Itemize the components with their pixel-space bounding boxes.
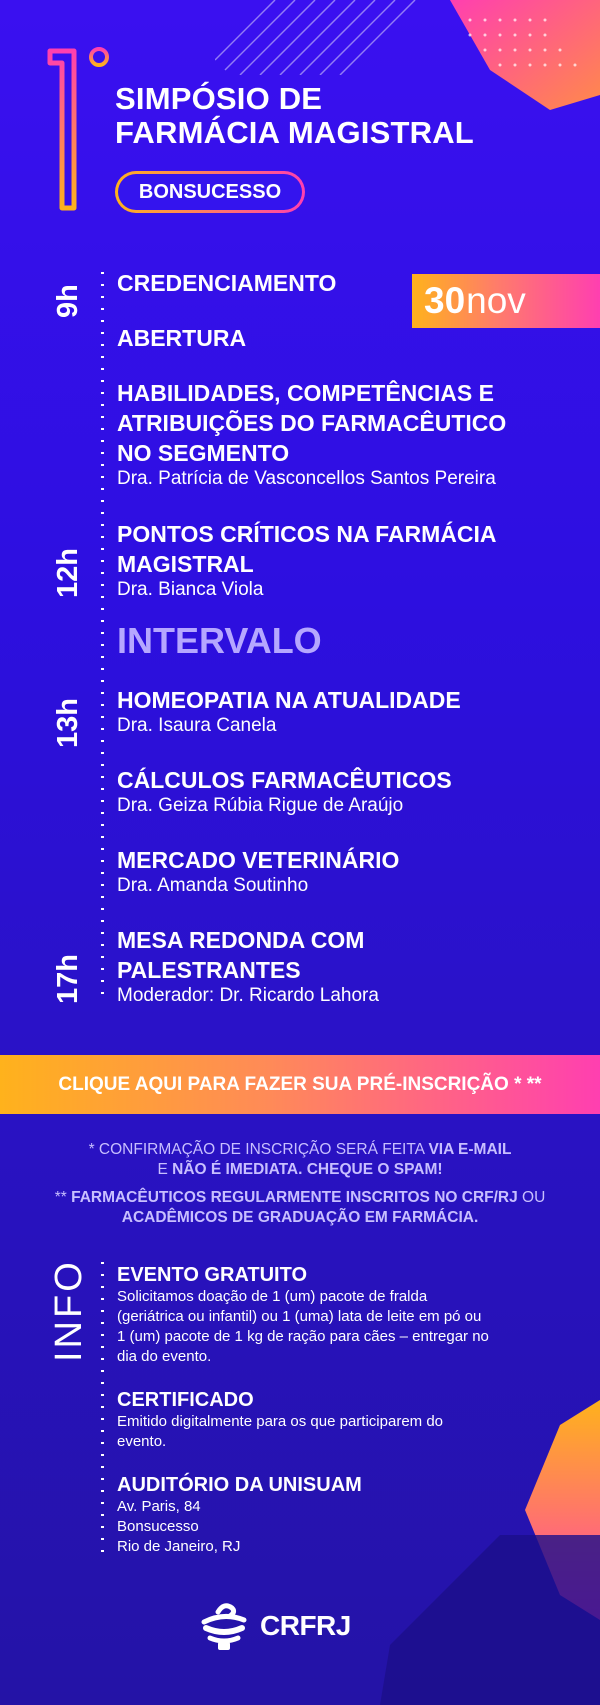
schedule-item-title: ATRIBUIÇÕES DO FARMACÊUTICO	[117, 410, 507, 436]
schedule-item	[117, 765, 452, 817]
schedule-item	[117, 323, 246, 353]
note-emphasis: NÃO É IMEDIATA. CHEQUE O SPAM!	[172, 1161, 443, 1178]
schedule-item-title: NO SEGMENTO	[117, 440, 290, 466]
hour-label: 9h	[52, 284, 84, 318]
decorative-hexagon-bottom	[380, 1535, 600, 1705]
schedule-item	[117, 519, 497, 601]
info-block-line: (geriátrica ou infantil) ou 1 (uma) lata de leite em pó ou	[117, 1308, 482, 1325]
schedule-item-speaker: Dra. Amanda Soutinho	[117, 875, 309, 896]
schedule-item-title: ABERTURA	[117, 325, 247, 351]
note-text: **	[54, 1189, 72, 1206]
title-line-1: SIMPÓSIO DE	[115, 81, 323, 116]
schedule-item-speaker: Dra. Geiza Rúbia Rigue de Araújo	[117, 795, 404, 816]
info-block-title: CERTIFICADO	[117, 1389, 254, 1411]
info-block-line: 1 (um) pacote de 1 kg de ração para cães – entregar no	[117, 1328, 489, 1345]
schedule-item-title: MESA REDONDA COM	[117, 927, 365, 953]
edition-number-logo	[42, 45, 122, 215]
info-block-line: Emitido digitalmente para os que participarem do	[117, 1413, 444, 1430]
info-block-title: EVENTO GRATUITO	[117, 1264, 308, 1286]
break-label: INTERVALO	[117, 620, 322, 661]
schedule-item-title: PONTOS CRÍTICOS NA FARMÁCIA	[117, 521, 497, 547]
schedule-item-title: CÁLCULOS FARMACÊUTICOS	[117, 767, 452, 793]
registration-note	[0, 1140, 600, 1180]
hour-label: 17h	[52, 954, 84, 1004]
info-block-line: Rio de Janeiro, RJ	[117, 1538, 241, 1555]
hour-label: 12h	[52, 548, 84, 598]
note-emphasis: VIA E-MAIL	[428, 1141, 512, 1158]
location-badge	[115, 171, 305, 213]
schedule-item	[117, 845, 399, 897]
schedule-item	[117, 378, 506, 490]
schedule-item-title: MAGISTRAL	[117, 551, 254, 577]
pre-registration-button[interactable]	[0, 1055, 600, 1114]
schedule-item	[117, 925, 379, 1007]
schedule-item-title: MERCADO VETERINÁRIO	[117, 847, 400, 873]
crfrj-logo	[196, 1598, 356, 1654]
info-section-label: INFO	[48, 1259, 90, 1362]
info-block	[117, 1473, 362, 1557]
note-emphasis: FARMACÊUTICOS REGULARMENTE INSCRITOS NO CRF/RJ	[71, 1189, 518, 1206]
event-date-badge	[412, 274, 600, 328]
event-title	[115, 82, 474, 150]
note-text: OU	[517, 1189, 546, 1206]
title-line-2: FARMÁCIA MAGISTRAL	[115, 115, 474, 150]
schedule-item-speaker: Moderador: Dr. Ricardo Lahora	[117, 985, 379, 1006]
note-emphasis: ACADÊMICOS DE GRADUAÇÃO EM FARMÁCIA.	[121, 1209, 479, 1226]
timeline-dots	[101, 272, 104, 1000]
info-block	[117, 1263, 489, 1367]
info-block-line: evento.	[117, 1433, 167, 1450]
schedule-item-title: HABILIDADES, COMPETÊNCIAS E	[117, 380, 494, 406]
schedule-item-speaker: Dra. Isaura Canela	[117, 715, 277, 736]
schedule-item	[117, 268, 336, 298]
pharmacy-bowl-snake-icon	[196, 1598, 252, 1654]
schedule-item	[117, 685, 461, 737]
info-block-line: Bonsucesso	[117, 1518, 199, 1535]
info-block	[117, 1388, 443, 1452]
schedule-item-speaker: Dra. Bianca Viola	[117, 579, 264, 600]
info-block-line: dia do evento.	[117, 1348, 212, 1365]
pre-registration-label: CLIQUE AQUI PARA FAZER SUA PRÉ-INSCRIÇÃO * **	[58, 1073, 542, 1095]
date-month: nov	[466, 280, 526, 321]
note-text: * CONFIRMAÇÃO DE INSCRIÇÃO SERÁ FEITA	[88, 1141, 429, 1158]
schedule-item-speaker: Dra. Patrícia de Vasconcellos Santos Pereira	[117, 468, 496, 489]
location-badge-label: BONSUCESSO	[118, 174, 302, 210]
info-block-line: Av. Paris, 84	[117, 1498, 201, 1515]
schedule-item-title: HOMEOPATIA NA ATUALIDADE	[117, 687, 461, 713]
hour-label: 13h	[52, 698, 84, 748]
eligibility-note	[0, 1188, 600, 1228]
date-day: 30	[424, 280, 466, 321]
decorative-stripes	[215, 0, 430, 75]
schedule-item-title: PALESTRANTES	[117, 957, 301, 983]
info-block-line: Solicitamos doação de 1 (um) pacote de fralda	[117, 1288, 428, 1305]
note-text: E	[157, 1161, 173, 1178]
info-block-title: AUDITÓRIO DA UNISUAM	[117, 1474, 362, 1496]
logo-text: CRFRJ	[260, 1610, 351, 1641]
schedule-item-title: CREDENCIAMENTO	[117, 270, 337, 296]
info-dots	[101, 1262, 104, 1552]
